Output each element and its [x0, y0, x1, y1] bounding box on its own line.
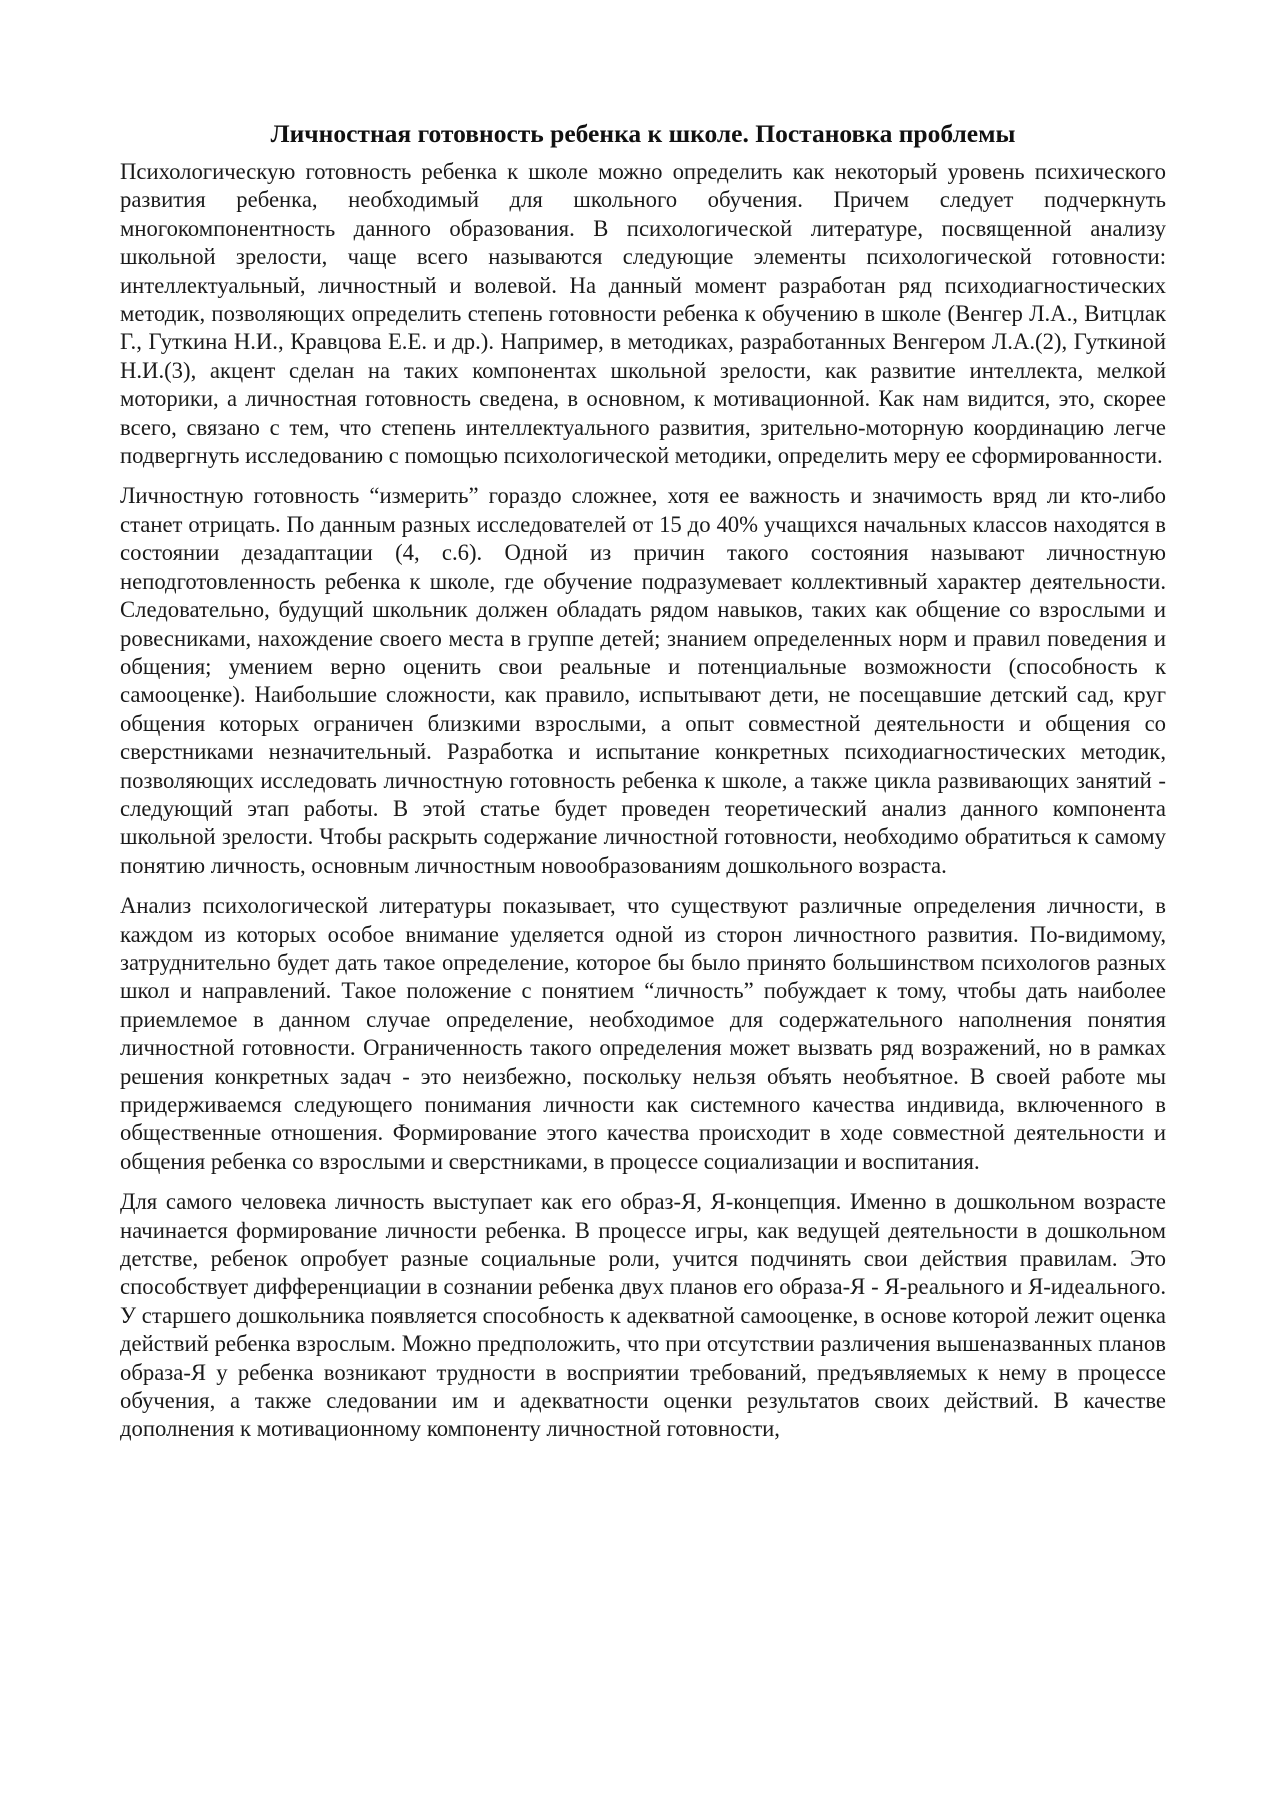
document-title: Личностная готовность ребенка к школе. Постановка проблемы	[270, 119, 1016, 148]
paragraph-3: Анализ психологической литературы показывает, что существуют различные определения личности, в каждом из которых особое внимание уделяется одной из сторон личностного развития. По-видимому, затруднительно будет дать такое определение, которое бы было принято большинством психологов разных школ и направлений. Такое положение с понятием “личность” побуждает к тому, чтобы дать наиболее приемлемое в данном случае определение, необходимое для содержательного наполнения понятия личностной готовности. Ограниченность такого определения может вызвать ряд возражений, но в рамках решения конкретных задач - это неизбежно, поскольку нельзя объять необъятное. В своей работе мы придерживаемся следующего понимания личности как системного качества индивида, включенного в общественные отношения. Формирование этого качества происходит в ходе совместной деятельности и общения ребенка со взрослыми и сверстниками, в процессе социализации и воспитания.	[120, 893, 1166, 1174]
paragraph-1: Психологическую готовность ребенка к школе можно определить как некоторый уровень психического развития ребенка, необходимый для школьного обучения. Причем следует подчеркнуть многокомпонентность данного образования. В психологической литературе, посвященной анализу школьной зрелости, чаще всего называются следующие элементы психологической готовности: интеллектуальный, личностный и волевой. На данный момент разработан ряд психодиагностических методик, позволяющих определить степень готовности ребенка к обучению в школе (Венгер Л.А., Витцлак Г., Гуткина Н.И., Кравцова Е.Е. и др.). Например, в методиках, разработанных Венгером Л.А.(2), Гуткиной Н.И.(3), акцент сделан на таких компонентах школьной зрелости, как развитие интеллекта, мелкой моторики, а личностная готовность сведена, в основном, к мотивационной. Как нам видится, это, скорее всего, связано с тем, что степень интеллектуального развития, зрительно-моторную координацию легче подвергнуть исследованию с помощью психологической методики, определить меру ее сформированности.	[120, 159, 1166, 469]
paragraph-4: Для самого человека личность выступает как его образ-Я, Я-концепция. Именно в дошкольном возрасте начинается формирование личности ребенка. В процессе игры, как ведущей деятельности в дошкольном детстве, ребенок опробует разные социальные роли, учится подчинять свои действия правилам. Это способствует дифференциации в сознании ребенка двух планов его образа-Я - Я-реального и Я-идеального. У старшего дошкольника появляется способность к адекватной самооценке, в основе которой лежит оценка действий ребенка взрослым. Можно предположить, что при отсутствии различения вышеназванных планов образа-Я у ребенка возникают трудности в восприятии требований, предъявляемых к нему в процессе обучения, а также следовании им и адекватности оценки результатов своих действий. В качестве дополнения к мотивационному компоненту личностной готовности,	[120, 1189, 1166, 1442]
paragraph-2: Личностную готовность “измерить” гораздо сложнее, хотя ее важность и значимость вряд ли кто-либо станет отрицать. По данным разных исследователей от 15 до 40% учащихся начальных классов находятся в состоянии дезадаптации (4, с.6). Одной из причин такого состояния называют личностную неподготовленность ребенка к школе, где обучение подразумевает коллективный характер деятельности. Следовательно, будущий школьник должен обладать рядом навыков, таких как общение со взрослыми и ровесниками, нахождение своего места в группе детей; знанием определенных норм и правил поведения и общения; умением верно оценить свои реальные и потенциальные возможности (способность к самооценке). Наибольшие сложности, как правило, испытывают дети, не посещавшие детский сад, круг общения которых ограничен близкими взрослыми, а опыт совместной деятельности и общения со сверстниками незначительный. Разработка и испытание конкретных психодиагностических методик, позволяющих исследовать личностную готовность ребенка к школе, а также цикла развивающих занятий - следующий этап работы. В этой статье будет проведен теоретический анализ данного компонента школьной зрелости. Чтобы раскрыть содержание личностной готовности, необходимо обратиться к самому понятию личность, основным личностным новообразованиям дошкольного возраста.	[120, 483, 1166, 878]
